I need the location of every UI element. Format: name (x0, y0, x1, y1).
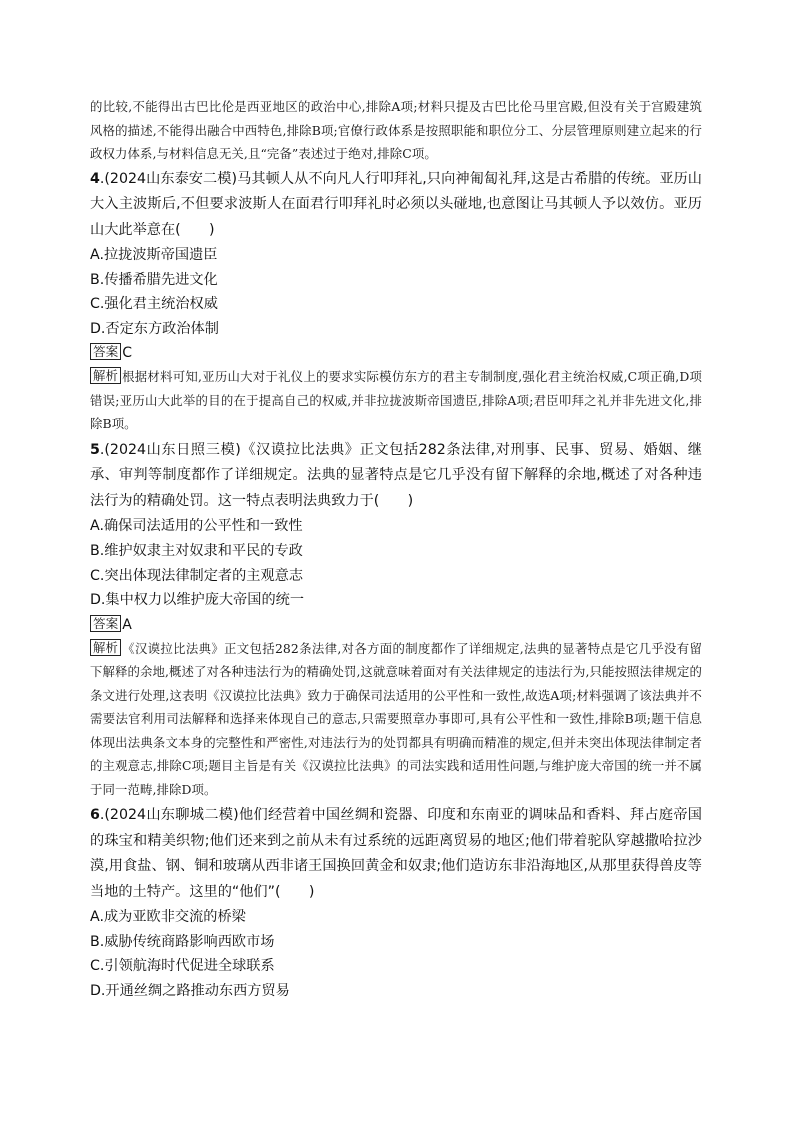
answer-label: 答案 (90, 343, 121, 360)
option-a: A.拉拢波斯帝国遗臣 (90, 247, 218, 263)
option-c: C.引领航海时代促进全球联系 (90, 958, 275, 975)
analysis-text: 《汉谟拉比法典》正文包括282条法律,对各方面的制度都作了详细规定,法典的显著特点是它几乎没有留下解释的余地,概述了对各种违法行为的精确处罚,这就意味着面对有关法律规定的违法行为,只能按照法律规定的条文进行处理,这表明《汉谟拉比法典》致力于确保司法适用的公平性和一致性,故选A项;材料强调了该法典并不需要法官利用司法解释和选择来体现自己的意志,只需要照章办事即可,具有公平性和一致性,排除B项;题干信息体现出法典条文本身的完整性和严密性,对违法行为的处罚都具有明确而精准的规定,但并未突出体现法律制定者的主观意志,排除C项;题目主旨是有关《汉谟拉比法典》的司法实践和适用性问题,与维护庞大帝国的统一并不属于同一范畴,排除D项。 (90, 640, 702, 797)
question-number: 6 (90, 807, 100, 824)
question-stem: .(2024山东聊城二模)他们经营着中国丝绸和瓷器、印度和东南亚的调味品和香料、拜占庭帝国的珠宝和精美织物;他们还来到之前从未有过系统的远距离贸易的地区;他们带着驼队穿越撒哈拉沙漠,用食盐、钢、铜和玻璃从西非诸王国换回黄金和奴隶;他们造访东非沿海地区,从那里获得兽皮等当地的土特产。这里的“他们”( ) (90, 807, 702, 900)
option-a: A.确保司法适用的公平性和一致性 (90, 518, 303, 535)
option-c: C.突出体现法律制定者的主观意志 (90, 567, 304, 584)
question-4 (90, 167, 702, 244)
option-d: D.开通丝绸之路推动东西方贸易 (90, 983, 290, 1000)
analysis-block (90, 365, 702, 436)
analysis-label: 解析 (90, 367, 121, 384)
option-a: A.成为亚欧非交流的桥梁 (90, 909, 246, 926)
question-stem: .(2024山东日照三模)《汉谟拉比法典》正文包括282条法律,对刑事、民事、贸易、婚姻、继承、审判等制度都作了详细规定。法典的显著特点是它几乎没有留下解释的余地,概述了对各种违法行为的精确处罚。这一特点表明法典致力于( ) (90, 441, 702, 509)
question-5 (90, 438, 702, 515)
document-page (90, 95, 702, 1004)
answer-value: C (122, 345, 132, 362)
option-b: B.威胁传统商路影响西欧市场 (90, 933, 275, 950)
answer-line (90, 342, 702, 365)
question-number: 5 (90, 441, 100, 458)
analysis-text: 根据材料可知,亚历山大对于礼仪上的要求实际模仿东方的君主专制制度,强化君主统治权威,C项正确,D项错误;亚历山大此举的目的在于提高自己的权威,并非拉拢波斯帝国遗臣,排除A项;君臣叩拜之礼并非先进文化,排除B项。 (90, 369, 702, 432)
option-d: D.集中权力以维护庞大帝国的统一 (90, 592, 305, 609)
option-c: C.强化君主统治权威 (90, 296, 218, 313)
analysis-block (90, 637, 702, 802)
question-6 (90, 803, 702, 905)
answer-value: A (122, 616, 132, 633)
option-b: B.传播希腊先进文化 (90, 271, 218, 288)
option-d: D.否定东方政治体制 (90, 320, 219, 337)
previous-question-explanation: 的比较,不能得出古巴比伦是西亚地区的政治中心,排除A项;材料只提及古巴比伦马里宫殿,但没有关于宫殿建筑风格的描述,不能得出融合中西特色,排除B项;官僚行政体系是按照职能和职位分工、分层管理原则建立起来的行政权力体系,与材料信息无关,且“完备”表述过于绝对,排除C项。 (90, 99, 702, 161)
option-b: B.维护奴隶主对奴隶和平民的专政 (90, 542, 303, 559)
question-number: 4 (90, 170, 100, 187)
question-stem: .(2024山东泰安二模)马其顿人从不向凡人行叩拜礼,只向神匍匐礼拜,这是古希腊的传统。亚历山大入主波斯后,不但要求波斯人在面君行叩拜礼时必须以头碰地,也意图让马其顿人予以效仿。亚历山大此举意在( ) (90, 170, 702, 238)
answer-line (90, 614, 702, 637)
answer-label: 答案 (90, 615, 121, 632)
analysis-label: 解析 (90, 639, 121, 656)
